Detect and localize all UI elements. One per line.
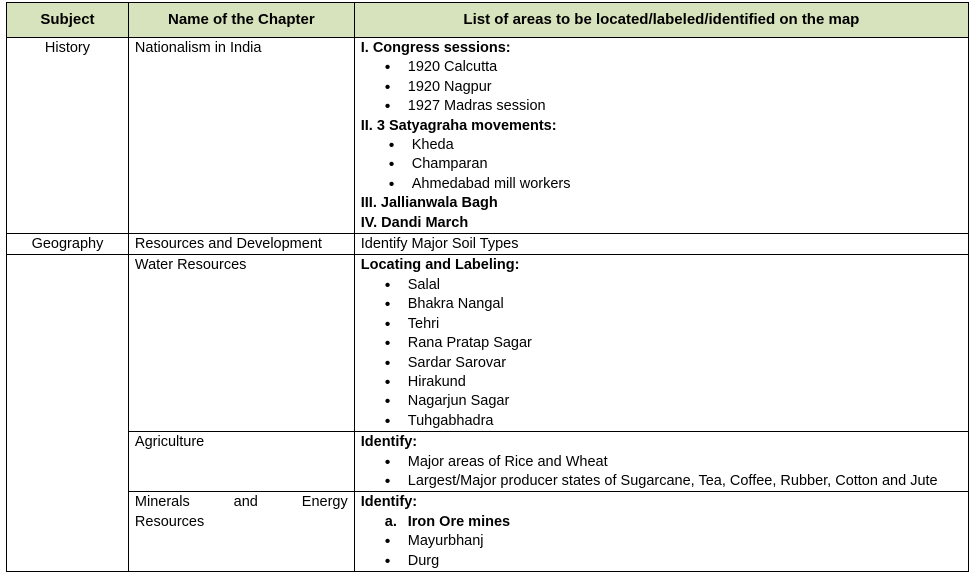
agri-list [361, 453, 962, 492]
map-work-table [6, 2, 969, 572]
list-item: • Tehri [361, 315, 962, 334]
chapter-cell: Resources and Development [128, 234, 354, 255]
section-heading: III. Jallianwala Bagh [360, 195, 498, 212]
header-subject: Subject [7, 3, 129, 38]
list-item: • Salal [361, 276, 962, 295]
chapter-cell: Agriculture [128, 432, 354, 492]
satyagraha-list [365, 136, 962, 194]
list-item: • Ahmedabad mill workers [365, 175, 962, 194]
chapter-word: Minerals [134, 494, 190, 511]
list-item: • Bhakra Nangal [361, 295, 962, 314]
congress-list [361, 58, 962, 116]
section-heading: Locating and Labeling: [360, 257, 520, 274]
section-heading: II. 3 Satyagraha movements: [360, 117, 557, 134]
chapter-cell: Nationalism in India [128, 38, 354, 234]
list-item: • Sardar Sarovar [361, 354, 962, 373]
chapter-line: Resources [134, 513, 205, 530]
list-item: • Rana Pratap Sagar [361, 334, 962, 353]
areas-cell [354, 432, 968, 492]
section-heading: Identify: [360, 494, 418, 511]
subject-cell-empty [7, 255, 129, 572]
iron-mines-list [361, 532, 962, 571]
section-heading: I. Congress sessions: [360, 40, 511, 56]
subject-cell: Geography [7, 234, 129, 255]
chapter-line [135, 493, 348, 512]
list-item: • Kheda [365, 136, 962, 155]
chapter-cell: Water Resources [128, 255, 354, 432]
table-row-agriculture [7, 432, 969, 492]
table-row-water [7, 255, 969, 432]
dams-list [361, 276, 962, 431]
chapter-cell [128, 492, 354, 572]
areas-cell [354, 492, 968, 572]
section-heading: IV. Dandi March [360, 214, 469, 231]
list-item: • Mayurbhanj [361, 532, 962, 551]
sub-title: Iron Ore mines [407, 513, 511, 530]
section-heading: Identify: [360, 434, 418, 451]
sub-heading [361, 513, 962, 532]
list-item: • Champaran [365, 155, 962, 174]
areas-cell [354, 38, 968, 234]
list-item: • Tuhgabhadra [361, 412, 962, 431]
table-row-minerals [7, 492, 969, 572]
table-row-geography [7, 234, 969, 255]
header-chapter: Name of the Chapter [128, 3, 354, 38]
areas-cell: Identify Major Soil Types [354, 234, 968, 255]
list-item: • 1920 Calcutta [361, 58, 962, 77]
chapter-word: and [233, 494, 258, 511]
list-item: • Nagarjun Sagar [361, 392, 962, 411]
header-row [7, 3, 969, 38]
list-item: • Largest/Major producer states of Sugarcane, Tea, Coffee, Rubber, Cotton and Jute [361, 472, 962, 491]
subject-cell: History [7, 38, 129, 234]
header-areas: List of areas to be located/labeled/identified on the map [354, 3, 968, 38]
list-item: • Hirakund [361, 373, 962, 392]
sub-label: a. [384, 513, 397, 530]
chapter-word: Energy [301, 494, 348, 511]
list-item: • 1920 Nagpur [361, 78, 962, 97]
areas-cell [354, 255, 968, 432]
list-item: • 1927 Madras session [361, 97, 962, 116]
list-item: • Major areas of Rice and Wheat [361, 453, 962, 472]
list-item: • Durg [361, 552, 962, 571]
table-row-history [7, 38, 969, 234]
